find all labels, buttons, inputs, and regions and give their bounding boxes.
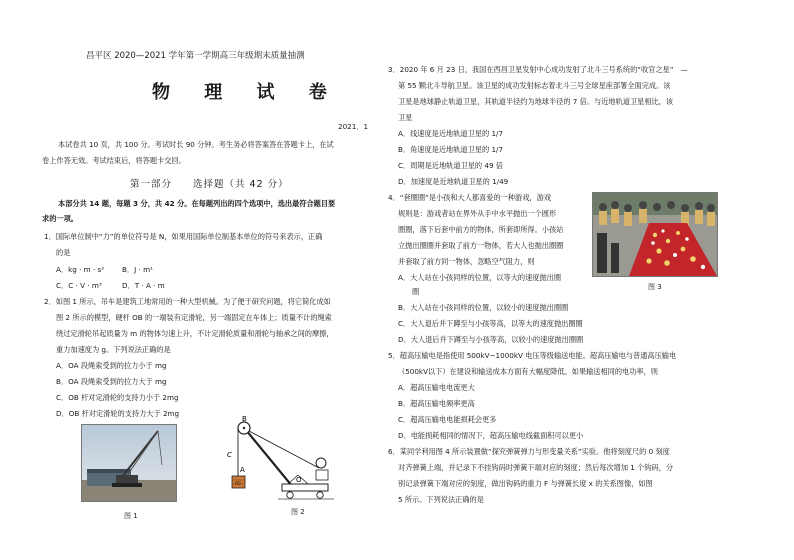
figure-1-caption: 图 1 xyxy=(124,512,138,520)
q3-option-b: B．角速度是近地轨道卫星的 1/7 xyxy=(398,145,504,154)
q1-option-a: A．kg · m · s² xyxy=(56,265,105,274)
q1-option-c: C．C · V · m³ xyxy=(56,281,102,290)
q4-stem-5: 并套取了前方同一物体，忽略空气阻力，则 xyxy=(398,257,535,266)
q5-option-c: C．超高压输电电能损耗会更多 xyxy=(398,415,497,424)
q1-stem-1: 1．国际单位制中“力”的单位符号是 N，如果用国际单位制基本单位的符号来表示，正确 xyxy=(44,232,323,241)
q6-stem-4: 5 所示。下列说法正确的是 xyxy=(398,495,484,504)
q2-stem-3: 绕过定滑轮吊起质量为 m 的物体匀速上升，不计定滑轮质量和滑轮与轴承之间的摩擦， xyxy=(56,329,334,338)
q3-stem-2: 第 55 颗北斗导航卫星。该卫星的成功发射标志着北斗三号全球星座部署全面完成。该 xyxy=(398,81,671,90)
q3-stem-3: 卫星是地球静止轨道卫星，其轨道半径约为地球半径的 7 倍。与近地轨道卫星相比，该 xyxy=(398,97,674,106)
q6-stem-1: 6．某同学利用图 4 所示装置做“探究弹簧弹力与形变量关系”实验。他将刻度尺的 0 刻度 xyxy=(388,447,670,456)
figure-1-crane-photo xyxy=(81,424,177,502)
label-o: O xyxy=(296,476,302,484)
figure-2-crane-diagram xyxy=(226,416,350,508)
q1-stem-2: 的是 xyxy=(56,248,71,257)
exam-date: 2021．1 xyxy=(338,122,369,131)
q2-stem-1: 2．如图 1 所示，吊车是建筑工地常用的一种大型机械。为了便于研究问题，将它简化成如 xyxy=(44,297,331,306)
q4-option-d: D．大人退后并下蹲至与小孩等高，以较小的速度抛出圈圈 xyxy=(398,335,584,344)
part1-heading: 第一部分 选择题（共 42 分） xyxy=(130,179,289,190)
intro-line-1: 本试卷共 10 页，共 100 分。考试时长 90 分钟。考生务必将答案答在答题卡上，在试 xyxy=(58,140,334,149)
q2-option-c: C．OB 杆对定滑轮的支持力小于 2mg xyxy=(56,393,179,402)
q2-option-b: B．OA 段绳索受到的拉力大于 mg xyxy=(56,377,167,386)
q3-option-a: A．线速度是近地轨道卫星的 1/7 xyxy=(398,129,504,138)
crane-photo-illustration xyxy=(82,425,176,501)
q4-stem-1: 4．“套圈圈”是小孩和大人都喜爱的一种游戏，游戏 xyxy=(388,193,551,202)
label-a: A xyxy=(240,466,245,474)
q1-option-d: D．T · A · m xyxy=(122,281,165,290)
q2-option-d: D．OB 杆对定滑轮的支持力大于 2mg xyxy=(56,409,180,418)
q4-option-b: B．大人站在小孩同样的位置，以较小的速度抛出圈圈 xyxy=(398,303,569,312)
q4-option-a: A．大人站在小孩同样的位置，以等大的速度抛出圈 xyxy=(398,273,562,282)
crane-model-svg xyxy=(226,416,350,508)
q2-stem-2: 图 2 所示的模型，硬杆 OB 的一端装有定滑轮，另一端固定在车体上；质量不计的绳索 xyxy=(56,313,332,322)
q3-stem-1: 3．2020 年 6 月 23 日，我国在西昌卫星发射中心成功发射了北斗三号系统的“收官之星” — xyxy=(388,65,688,74)
figure-3-caption: 图 3 xyxy=(648,283,662,291)
q5-stem-2: （500kV以下）在建设和输送成本方面有大幅度降低。如果输送相同的电功率，则 xyxy=(398,367,658,376)
q3-stem-4: 卫星 xyxy=(398,113,413,122)
q2-option-a: A．OA 段绳索受到的拉力小于 mg xyxy=(56,361,167,370)
q3-option-c: C．周期是近地轨道卫星的 49 倍 xyxy=(398,161,503,170)
q4-stem-3: 圈圈，落下后套中前方的物体，所套即所得。小孩站 xyxy=(398,225,564,234)
exam-title: 昌平区 2020—2021 学年第一学期高三年级期末质量抽测 xyxy=(86,51,305,61)
figure-2-caption: 图 2 xyxy=(291,508,305,516)
part1-instruction-2: 求的一项。 xyxy=(42,214,78,223)
label-m: m xyxy=(235,480,241,487)
q5-option-d: D．电能损耗相同的情况下，超高压输电线截面积可以更小 xyxy=(398,431,584,440)
q2-stem-4: 重力加速度为 g。下列说法正确的是 xyxy=(56,345,171,354)
label-c: C xyxy=(227,451,232,459)
rod-ob xyxy=(246,430,292,486)
q4-stem-4: 立抛出圈圈并套取了前方一物体，若大人也抛出圈圈 xyxy=(398,241,564,250)
q5-stem-1: 5．超高压输电是指使用 500kV~1000kV 电压等级输送电能。超高压输电与普通高压输电 xyxy=(388,351,677,360)
intro-line-2: 卷上作答无效。考试结束后，将答题卡交回。 xyxy=(42,156,186,165)
q5-option-a: A．超高压输电电流更大 xyxy=(398,383,475,392)
part1-instruction-1: 本部分共 14 题，每题 3 分，共 42 分。在每题列出的四个选项中，选出最符合题目要 xyxy=(58,199,336,208)
figure-3-ring-toss-photo xyxy=(592,192,718,277)
q6-stem-2: 对齐弹簧上端，并记录下不挂钩码时弹簧下端对应的刻度；然后每次增加 1 个钩码，分 xyxy=(398,463,674,472)
q5-option-b: B．超高压输电频率更高 xyxy=(398,399,475,408)
q4-option-c: C．大人退后并下蹲至与小孩等高，以等大的速度抛出圈圈 xyxy=(398,319,583,328)
label-b: B xyxy=(242,416,247,423)
q4-stem-2: 规则是：游戏者站在界外从手中水平抛出一个圆形 xyxy=(398,209,557,218)
q6-stem-3: 别记录弹簧下端对应的刻度，做出钩码的重力 F 与弹簧长度 x 的关系图像，如图 xyxy=(398,479,653,488)
q3-option-d: D．加速度是近地轨道卫星的 1/49 xyxy=(398,177,509,186)
q1-option-b: B．J · m¹ xyxy=(122,265,153,274)
q4-option-a-cont: 圈 xyxy=(412,287,420,296)
subject-title: 物 理 试 卷 xyxy=(152,82,341,103)
ring-toss-illustration xyxy=(593,193,717,276)
